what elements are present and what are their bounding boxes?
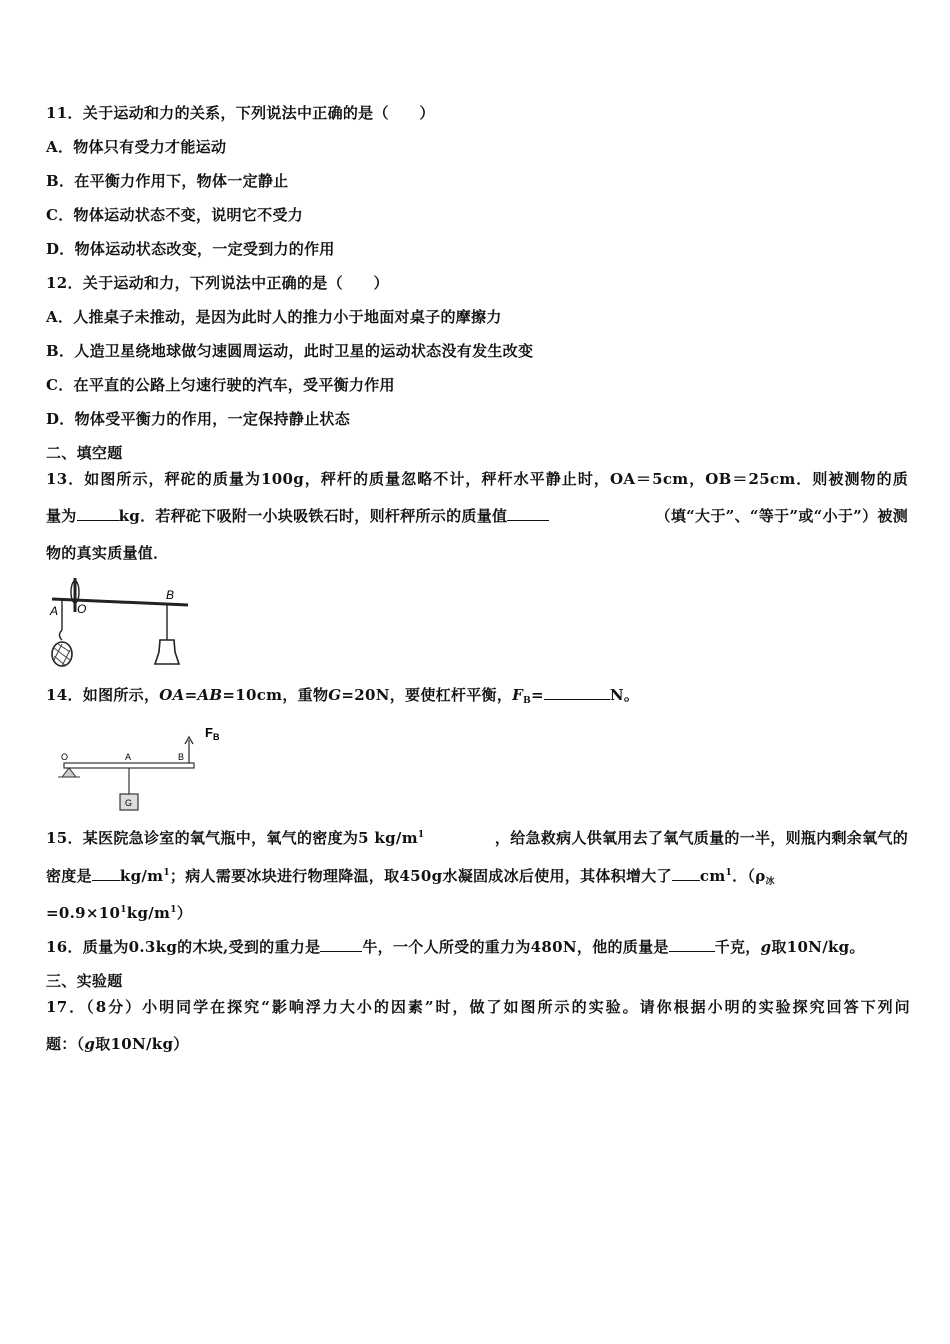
q14-text-5: N。	[609, 686, 640, 704]
q15-text-2b: kg/m	[119, 867, 164, 885]
q15-text-3a: =0.9×10	[46, 904, 121, 922]
q15-line2	[46, 865, 775, 887]
q13-line1: 13．如图所示，秤砣的质量为100g，秤杆的质量忽略不计，秤杆水平静止时，OA＝5cm，OB＝25cm．则被测物的质	[46, 470, 908, 488]
label-fb: $F_B$	[205, 725, 220, 742]
q16-text-c: 千克，	[714, 938, 761, 956]
q16-text-d: 取10N/kg。	[771, 938, 865, 956]
q15-text-2c: ；病人需要冰块进行物理降温，取450g水凝固成冰后使用，其体积增大了	[169, 867, 672, 885]
q15-sup-4: 1	[120, 905, 127, 915]
q16-blank-2[interactable]	[669, 937, 715, 952]
q16-g: g	[760, 938, 772, 956]
q13-line2	[46, 505, 908, 526]
q15-sub-ice: 冰	[765, 877, 775, 887]
steelyard-figure	[44, 572, 194, 672]
q15-sup-2: 1	[163, 868, 170, 878]
q17-g: g	[84, 1035, 96, 1053]
q12-option-a: A．人推桌子未推动，是因为此时人的推力小于地面对桌子的摩擦力	[46, 308, 502, 326]
q15-blank-2[interactable]	[672, 866, 700, 881]
q15-sup-1: 1	[417, 830, 425, 840]
q15-blank-1[interactable]	[92, 866, 120, 881]
label-a: A	[125, 752, 132, 762]
q17-text-2a: 题：（	[46, 1035, 85, 1053]
q15-line1	[46, 827, 908, 848]
q14-f-sub: B	[523, 696, 532, 706]
q12-stem: 12．关于运动和力，下列说法中正确的是（ ）	[46, 274, 389, 292]
q14-ab: AB	[197, 686, 223, 704]
q14-eq: =	[184, 686, 198, 704]
q14-text-3: =20N，要使杠杆平衡，	[341, 686, 513, 704]
q13-blank-1[interactable]	[77, 506, 119, 521]
fulcrum	[62, 768, 76, 777]
q14-line	[46, 684, 639, 706]
label-a: A	[50, 604, 59, 618]
q11-stem: 11．关于运动和力的关系，下列说法中正确的是（ ）	[46, 104, 435, 122]
q15-text-2a: 密度是	[46, 867, 92, 885]
q14-g: G	[328, 686, 342, 704]
q15-sup-5: 1	[170, 905, 177, 915]
q12-option-c: C．在平直的公路上匀速行驶的汽车，受平衡力作用	[46, 376, 395, 394]
label-o: O	[61, 752, 69, 762]
lever-figure	[52, 718, 242, 814]
q14-f: F	[512, 686, 524, 704]
q13-line3: 物的真实质量值．	[46, 544, 169, 562]
q15-text-2d: cm	[699, 867, 726, 885]
q16-line	[46, 936, 865, 957]
q14-text-4: =	[531, 686, 544, 704]
label-b: B	[166, 588, 175, 602]
q15-text-3b: kg/m	[126, 904, 171, 922]
q16-text-b: 牛，一个人所受的重力为480N，他的质量是	[362, 938, 669, 956]
q17-line2	[46, 1033, 189, 1054]
q14-text-2: =10cm，重物	[222, 686, 329, 704]
q17-line1: 17．（8分）小明同学在探究“影响浮力大小的因素”时，做了如图所示的实验。请你根据小明的实验探究回答下列问	[46, 998, 910, 1016]
label-g: G	[125, 798, 133, 808]
q12-option-b: B．人造卫星绕地球做匀速圆周运动，此时卫星的运动状态没有发生改变	[46, 342, 534, 360]
label-b: B	[178, 752, 185, 762]
hook	[60, 630, 63, 640]
q15-text-3c: ）	[176, 904, 193, 922]
q14-oa: OA	[159, 686, 185, 704]
section-fill-in-heading: 二、填空题	[46, 444, 123, 462]
q15-text-1b: ，给急救病人供氧用去了氧气质量的一半，则瓶内剩余氧气的	[494, 829, 908, 847]
label-o: O	[77, 602, 87, 616]
q16-text-a: 16．质量为0.3kg的木块,受到的重力是	[46, 938, 321, 956]
q13-blank-2[interactable]	[507, 506, 549, 521]
q15-line3	[46, 902, 192, 923]
q15-text-2e: ．（ρ	[732, 867, 766, 885]
q13-text-c: （填“大于”、“等于”或“小于”）被测	[655, 507, 908, 525]
sliding-weight	[155, 640, 179, 664]
q11-option-a: A．物体只有受力才能运动	[46, 138, 227, 156]
q11-option-d: D．物体运动状态改变，一定受到力的作用	[46, 240, 335, 258]
q15-text-1a: 15．某医院急诊室的氧气瓶中，氧气的密度为5 kg/m	[46, 829, 418, 847]
q13-text-a: 量为	[46, 507, 77, 525]
section-experiment-heading: 三、实验题	[46, 972, 123, 990]
q16-blank-1[interactable]	[320, 937, 362, 952]
q14-text-1: 14．如图所示，	[46, 686, 160, 704]
q14-blank[interactable]	[544, 685, 610, 700]
q15-sup-3: 1	[725, 868, 733, 878]
q12-option-d: D．物体受平衡力的作用，一定保持静止状态	[46, 410, 351, 428]
q11-option-b: B．在平衡力作用下，物体一定静止	[46, 172, 289, 190]
q11-option-c: C．物体运动状态不变，说明它不受力	[46, 206, 304, 224]
q17-text-2b: 取10N/kg）	[95, 1035, 189, 1053]
q13-text-b: kg．若秤砣下吸附一小块吸铁石时，则杆秤所示的质量值	[118, 507, 508, 525]
lever-bar	[64, 763, 194, 768]
